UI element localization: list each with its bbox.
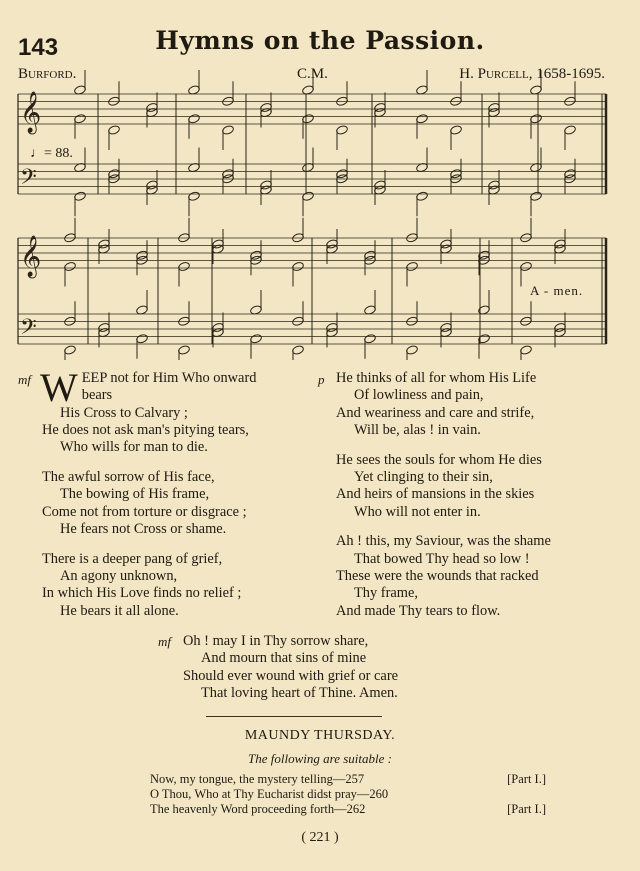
note-head [364, 333, 377, 344]
verse-line: WEEP not for Him Who onward [40, 365, 257, 410]
verses-right-column [336, 370, 616, 632]
composer-dates: , 1658-1695. [528, 66, 605, 82]
hymn-reference [150, 802, 546, 817]
verse-line: The awful sorrow of His face, [42, 468, 215, 485]
note-head [136, 333, 149, 344]
note-head [292, 261, 305, 272]
note-head [302, 191, 315, 202]
tune-name: Burford. [18, 66, 77, 82]
verse [42, 469, 312, 538]
hymn-number: 143 [18, 34, 59, 61]
divider [206, 716, 382, 717]
note-head [406, 261, 419, 272]
note-head [188, 191, 201, 202]
verses-left-column [40, 365, 312, 632]
note-head [406, 345, 419, 356]
final-verse [183, 633, 398, 702]
treble-clef: 𝄞 [20, 236, 42, 277]
composer-prefix: H. [459, 66, 478, 82]
hymn-title: Hymns on the Passion. [155, 26, 485, 55]
verse-line: His Cross to Calvary ; [60, 404, 188, 421]
hymn-reference [150, 787, 546, 802]
note-head [222, 125, 235, 136]
verse-line: Ah ! this, my Saviour, was the shame [336, 533, 551, 550]
reference-title: Now, my tongue, the mystery telling—257 [150, 772, 365, 786]
note-head [530, 113, 543, 124]
meter: C.M. [297, 66, 328, 82]
note-head [520, 345, 533, 356]
note-head [74, 191, 87, 202]
page-number: ( 221 ) [301, 830, 339, 845]
verse-line: And heirs of mansions in the skies [336, 486, 535, 503]
dynamic-mark: p [318, 372, 325, 387]
note-head [302, 113, 315, 124]
note-head [188, 113, 201, 124]
verse-line: Come not from torture or disgrace ; [42, 503, 247, 520]
metronome-mark: ♩= 88. [30, 146, 73, 161]
verse-line: And weariness and care and strife, [336, 404, 535, 421]
bass-clef: 𝄢 [20, 165, 37, 195]
verse-line: And made Thy tears to flow. [336, 602, 501, 619]
verse-line: He thinks of all for whom His Life [336, 370, 537, 386]
verse [40, 365, 312, 456]
verse-line: Of lowliness and pain, [354, 387, 484, 404]
verse-line: The bowing of His frame, [60, 486, 210, 503]
verse-line: Who wills for man to die. [60, 439, 208, 456]
section-subheading: The following are suitable : [248, 751, 392, 766]
verse-line: These were the wounds that racked [336, 567, 539, 584]
verse [42, 551, 312, 620]
verse-line: In which His Love finds no relief ; [42, 585, 242, 602]
note-head [564, 125, 577, 136]
amen-lyric: A - men. [530, 283, 584, 298]
section-heading: MAUNDY THURSDAY. [244, 728, 396, 743]
dynamic-mark: mf [158, 634, 171, 649]
note-head [178, 345, 191, 356]
verse-line: Will be, alas ! in vain. [354, 421, 481, 438]
composer-name: Purcell [477, 66, 529, 82]
verse-line: That loving heart of Thine. Amen. [201, 684, 398, 701]
treble-clef: 𝄞 [20, 92, 42, 133]
note-head [520, 261, 533, 272]
verse-line: Thy frame, [354, 585, 418, 602]
reference-part: [Part I.] [507, 772, 546, 786]
note-head [64, 261, 77, 272]
hymn-reference [150, 772, 546, 787]
verse-line: Should ever wound with grief or care [183, 667, 398, 684]
verse-line: And mourn that sins of mine [201, 650, 367, 667]
verse-line: There is a deeper pang of grief, [42, 550, 223, 567]
note-head [336, 125, 349, 136]
verse-line: That bowed Thy head so low ! [354, 550, 530, 567]
verse-line: An agony unknown, [60, 567, 178, 584]
music-score [0, 0, 640, 360]
verse [336, 370, 616, 439]
verse [336, 533, 616, 619]
verse-line: He sees the souls for whom He dies [336, 451, 542, 468]
note-head [292, 345, 305, 356]
verse-line: bears [81, 387, 113, 404]
note-head [64, 345, 77, 356]
bass-clef: 𝄢 [20, 315, 37, 345]
note-head [108, 125, 121, 136]
verse-line: Who will not enter in. [354, 503, 481, 520]
note-head [450, 125, 463, 136]
note-head [416, 191, 429, 202]
reference-title: The heavenly Word proceeding forth—262 [150, 802, 366, 816]
dynamic-mark: mf [18, 372, 31, 387]
reference-part: [Part I.] [507, 802, 546, 816]
note-head [530, 191, 543, 202]
note-head [250, 333, 263, 344]
verse-line: He bears it all alone. [60, 602, 179, 619]
note-head [416, 113, 429, 124]
verse-line: He fears not Cross or shame. [60, 520, 227, 537]
note-head [178, 261, 191, 272]
verse-line: Oh ! may I in Thy sorrow share, [183, 633, 369, 649]
verse [336, 452, 616, 521]
reference-title: O Thou, Who at Thy Eucharist didst pray—260 [150, 787, 389, 801]
verse-line: He does not ask man's pitying tears, [42, 421, 249, 438]
verse-line: Yet clinging to their sin, [354, 468, 493, 485]
note-head [74, 113, 87, 124]
drop-cap: W [40, 365, 78, 410]
